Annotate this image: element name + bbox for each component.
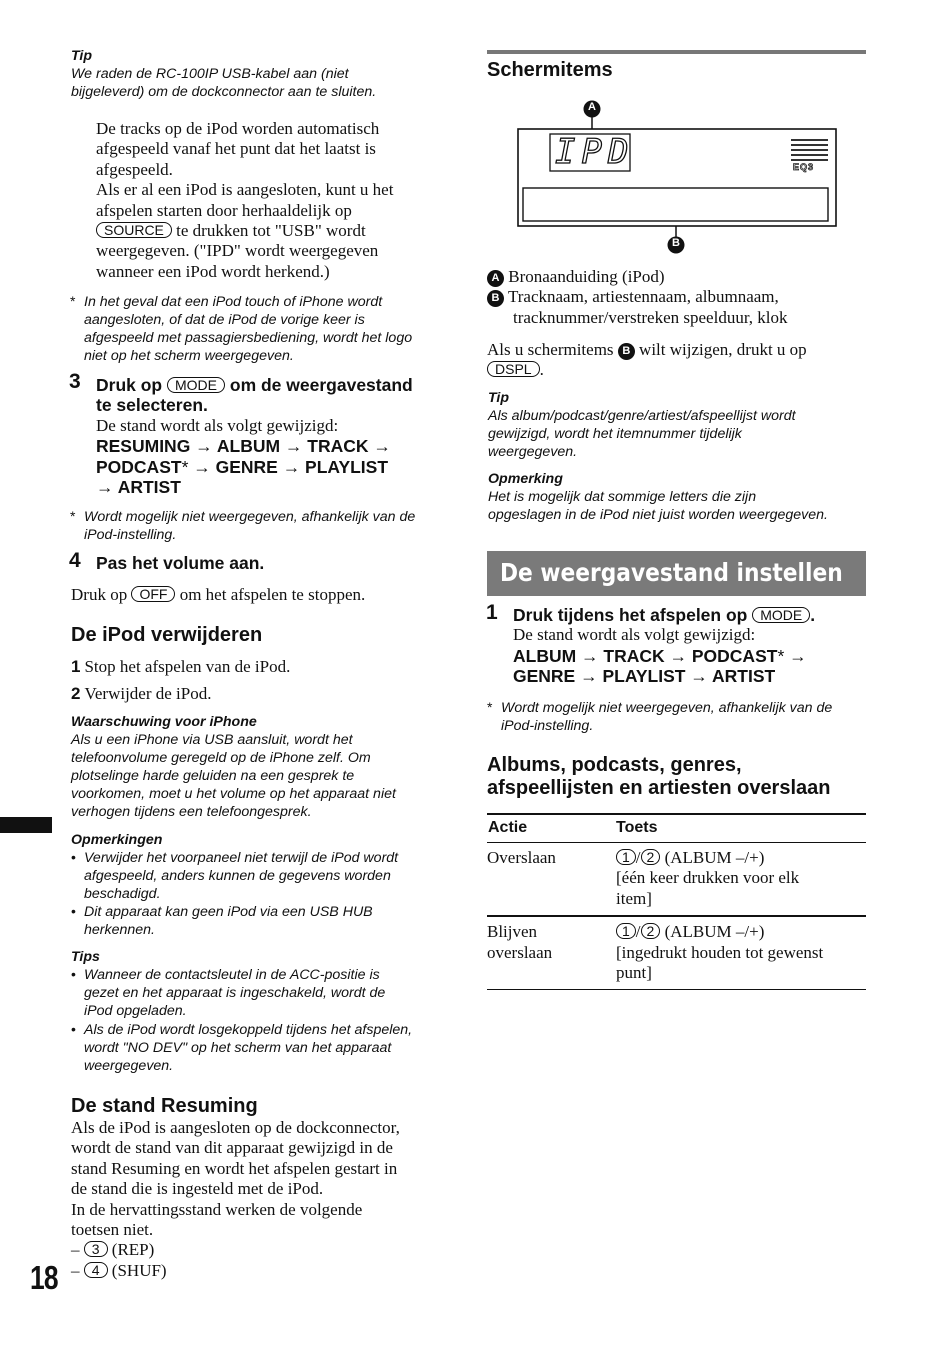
step-number: 4 xyxy=(69,549,81,572)
album-plus-key[interactable]: 2 xyxy=(641,923,661,939)
off-instruction: Druk op OFF om het afspelen te stoppen. xyxy=(71,585,366,604)
album-plus-key[interactable]: 2 xyxy=(641,849,661,865)
off-key[interactable]: OFF xyxy=(131,586,175,602)
note-title: Opmerking xyxy=(488,471,563,487)
paragraph-auto-play: De tracks op de iPod worden automatisch afgespeeld vanaf het punt dat het laatst is afgespeeld. Als er al een iPod is aangesloten, kunt u het afspelen starten door herhaaldelijk op SOURCE te drukken tot "USB" wordt weergegeven. ("IPD" wordt weergegeven wanneer een iPod wordt herkend.) xyxy=(96,119,394,281)
display-diagram xyxy=(510,98,840,258)
warning-text: Als u een iPhone via USB aansluit, wordt het telefoonvolume geregeld op de iPhone zelf. Om plotselinge harde geluiden na een gesprek te voorkomen, moet u het volume op het apparaat niet verhogen tijdens een telefoongesprek. xyxy=(71,732,396,820)
step-1: Druk tijdens het afspelen op MODE . De stand wordt als volgt gewijzigd: ALBUM → TRACK → PODCAST* → GENRE → PLAYLIST → ARTIST xyxy=(513,605,816,687)
tip-text: We raden de RC-100IP USB-kabel aan (niet bijgeleverd) om de dockconnector aan te sluiten. xyxy=(71,66,377,100)
album-minus-key[interactable]: 1 xyxy=(616,849,636,865)
footnote-star: * xyxy=(487,699,493,715)
section-banner xyxy=(487,551,866,596)
tip-title: Tip xyxy=(71,48,93,64)
section-heading: Schermitems xyxy=(487,59,613,81)
rep-key[interactable]: 3 xyxy=(84,1241,108,1257)
album-minus-key[interactable]: 1 xyxy=(616,923,636,939)
step-number: 1 xyxy=(486,601,498,624)
note-text: Het is mogelijk dat sommige letters die zijn opgeslagen in de iPod niet juist worden weergegeven. xyxy=(488,489,828,523)
note-item: Verwijder het voorpaneel niet terwijl de iPod wordt afgespeeld, anders kunnen de gegevens worden beschadigd. xyxy=(84,850,399,902)
footnote-logo: In het geval dat een iPod touch of iPhone wordt aangesloten, of dat de iPod de vorige keer is afgespeeld met passagiersbediening, wordt het logo niet op het scherm weergegeven. xyxy=(84,294,413,364)
section-heading: De stand Resuming xyxy=(71,1095,258,1117)
display-source-text: IPD xyxy=(555,132,635,172)
tips-title: Tips xyxy=(71,949,100,965)
display-illustration xyxy=(510,98,840,258)
section-rule xyxy=(487,50,866,54)
footnote-star: * xyxy=(70,508,76,524)
note-item: Dit apparaat kan geen iPod via een USB HUB herkennen. xyxy=(84,904,373,938)
eq-label: EQ3 xyxy=(793,162,815,172)
banner-title: De weergavestand instellen xyxy=(500,558,843,587)
source-key[interactable]: SOURCE xyxy=(96,222,172,238)
footnote-setting: Wordt mogelijk niet weergegeven, afhankelijk van de iPod-instelling. xyxy=(501,700,833,734)
bullet: • xyxy=(71,966,76,982)
section-tab-marker xyxy=(0,817,52,833)
footnote-star: * xyxy=(70,293,76,309)
table-row: Blijven overslaan 1 / 2 (ALBUM –/+) [ingedrukt houden tot gewenst punt] xyxy=(487,916,866,990)
resuming-text: Als de iPod is aangesloten op de dockconnector, wordt de stand van dit apparaat gewijzigd in de stand Resuming en wordt het afspelen gestart in de stand die is ingesteld met de iPod. In de hervattingsstand werken de volgende toetsen niet. – 3 (REP) – 4 (SHUF) xyxy=(71,1118,400,1280)
marker-b: B xyxy=(487,290,504,307)
mode-key[interactable]: MODE xyxy=(752,607,810,623)
table-header: Actie Toets xyxy=(487,814,866,843)
warning-title: Waarschuwing voor iPhone xyxy=(71,714,257,730)
marker-b: B xyxy=(618,343,635,360)
change-items-text: Als u schermitems B wilt wijzigen, drukt u op DSPL . xyxy=(487,340,807,380)
tip-item: Als de iPod wordt losgekoppeld tijdens het afspelen, wordt "NO DEV" op het scherm van het apparaat weergegeven. xyxy=(84,1022,413,1074)
tip-title: Tip xyxy=(488,390,510,406)
step-number: 3 xyxy=(69,370,81,393)
mode-key[interactable]: MODE xyxy=(167,377,225,393)
shuf-key[interactable]: 4 xyxy=(84,1262,108,1278)
bullet: • xyxy=(71,1021,76,1037)
callout-b: B xyxy=(672,237,680,249)
notes-title: Opmerkingen xyxy=(71,832,163,848)
table-row: Overslaan 1 / 2 (ALBUM –/+) [één keer drukken voor elk item] xyxy=(487,843,866,917)
tip-text: Als album/podcast/genre/artiest/afspeellijst wordt gewijzigd, wordt het itemnummer tijdelijk weergegeven. xyxy=(488,408,796,460)
section-heading: De iPod verwijderen xyxy=(71,624,263,646)
marker-a: A xyxy=(487,270,504,287)
dspl-key[interactable]: DSPL xyxy=(487,361,540,377)
step-3: Druk op MODE om de weergavestand te selecteren. De stand wordt als volgt gewijzigd: RESUMING → ALBUM → TRACK → PODCAST* → GENRE → PLAYLIST → ARTIST xyxy=(96,375,413,498)
skip-table xyxy=(487,813,866,990)
page-number: 18 xyxy=(30,1259,58,1296)
footnote-setting: Wordt mogelijk niet weergegeven, afhankelijk van de iPod-instelling. xyxy=(84,509,416,543)
remove-steps: 1 Stop het afspelen van de iPod. 2 Verwijder de iPod. xyxy=(71,657,291,703)
tip-item: Wanneer de contactsleutel in de ACC-positie is gezet en het apparaat is ingeschakeld, wordt de iPod opgeladen. xyxy=(84,967,386,1019)
bullet: • xyxy=(71,903,76,919)
step-4: Pas het volume aan. xyxy=(96,553,265,573)
section-heading: Albums, podcasts, genres, afspeellijsten en artiesten overslaan xyxy=(487,754,831,799)
display-items-list: A Bronaanduiding (iPod) B Tracknaam, artiestennaam, albumnaam, tracknummer/verstreken speelduur, klok xyxy=(487,267,788,328)
callout-a: A xyxy=(588,101,596,113)
bullet: • xyxy=(71,849,76,865)
